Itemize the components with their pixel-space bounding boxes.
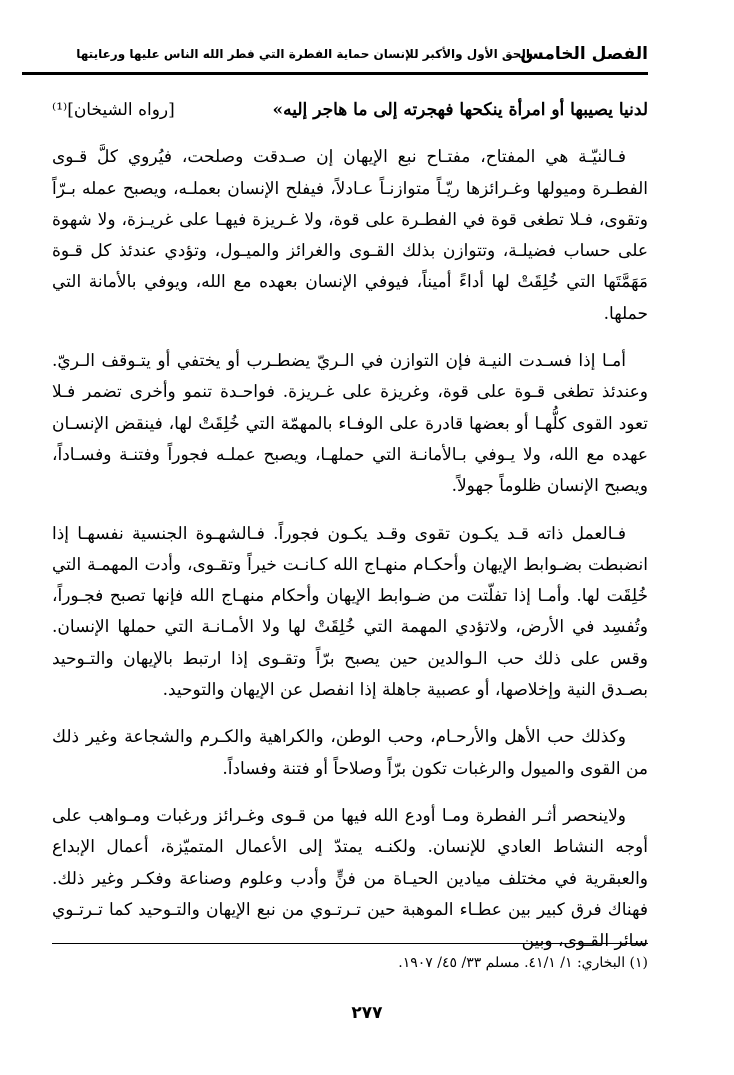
paragraph: ولاينحصر أثـر الفطرة ومـا أودع الله فيها من قـوى وغـرائز ورغبات ومـواهب على أوجه النشاط العادي للإنسان. ولكنـه يمتدّ إلى الأعمال المتميّزة، أعمال الإبداع والعبقرية في مختلف ميادين الحيـاة من فنٍّ وأدب وعلوم وصناعة وفكـر وغير ذلك. فهناك فرق كبير بين عطـاء الموهبة حين تـرتـوي من نبع الإيهان والتـوحيد كما تـرتـوي سائر القـوى، وبين [52,805,648,952]
main-text [52,95,648,973]
paragraph: وكذلك حب الأهل والأرحـام، وحب الوطن، والكراهية والكـرم والشجاعة وغير ذلك من القوى والميول والرغبات تكون برّاً وصلاحاً أو فتنة وفساداً. [52,727,648,779]
footnote-divider [52,943,648,944]
hadith-continuation [52,95,648,126]
page-header [22,38,648,70]
paragraph: أمـا إذا فسـدت النيـة فإن التوازن في الـريّ يضطـرب أو يختفي أو يتـوقف الـريّ. وعندئذ تطغى قـوة على قوة، وغريزة على غـريزة. فواحـدة تنمو وأخرى تضمر فـلا تعود القوى كلُّهـا أو بعضها قادرة على الوفـاء بالمهمّة التي خُلِقَتْ لها، فينقض الإنسـان عهده مع الله، ولا يـوفي بـالأمانـة التي حملهـا، ويصبح عملـه فجوراً وفتنـة وفسـاداً، ويصبح الإنسان ظلوماً جهولاً. [52,351,648,497]
page-number: ٢٧٧ [351,1003,383,1023]
running-title: الحق الأول والأكبر للإنسان حماية الفطرة التي فطر الله الناس عليها ورعايتها [76,47,530,61]
footnote: (١) البخاري: ١/ ٤١/١. مسلم ٣٣/ ٤٥/ ١٩٠٧. [398,955,648,971]
hadith-quote: لدنيا يصيبها أو امرأة ينكحها فهجرته إلى ما هاجر إليه» [272,100,648,120]
header-divider [22,72,648,75]
paragraph: فـالعمل ذاته قـد يكـون تقوى وقـد يكـون فجوراً. فـالشهـوة الجنسية نفسهـا إذا انضبطت بضـوابط الإيهان وأحكـام منهـاج الله كـانـت خيراً وتقـوى، وأدت المهمـة التي خُلِقَت لها. وأمـا إذا تفلّتت من ضـوابط الإيهان وأحكام منهـاج الله فإنها تصبح فجـوراً، وتُفسِد في الأرض، ولاتؤدي المهمة التي خُلِقَتْ لها ولا الأمـانـة التي حملها الإنسان. وقس على ذلك حب الـوالدين حين يصبح برّاً وتقـوى إذا ارتبط بالإيهان والتـوحيد بصـدق النية وإخلاصها، أو عصبية جاهلة إذا انفصل عن الإيهان والتوحيد. [52,523,648,701]
paragraph: فـالنيّـة هي المفتاح، مفتـاح نبع الإيهان إن صـدقت وصلحت، فيُروي كلَّ قـوى الفطـرة وميولها وغـرائزها ريّـاً متوازنـاً عـادلاً، فيفلح الإنسان بعملـه، ويصبح عمله بـرّاً وتقوى، فـلا تطغى قوة في الفطـرة على قوة، ولا غـريزة فيهـا على غريـزة، ولا شهوة على حساب فضيلـة، وتتوازن بذلك القـوى والغرائز والميـول، وتؤدي عندئذ كل قـوة مَهَمَّتَها التي خُلِقَتْ لها أداءً أميناً، فيوفي الإنسان بعهده مع الله، ويوفي بالأمانة التي حملها. [52,147,648,324]
hadith-reference: [رواه الشيخان]⁽¹⁾ [52,100,175,120]
chapter-title: الفصل الخامس [520,44,648,64]
